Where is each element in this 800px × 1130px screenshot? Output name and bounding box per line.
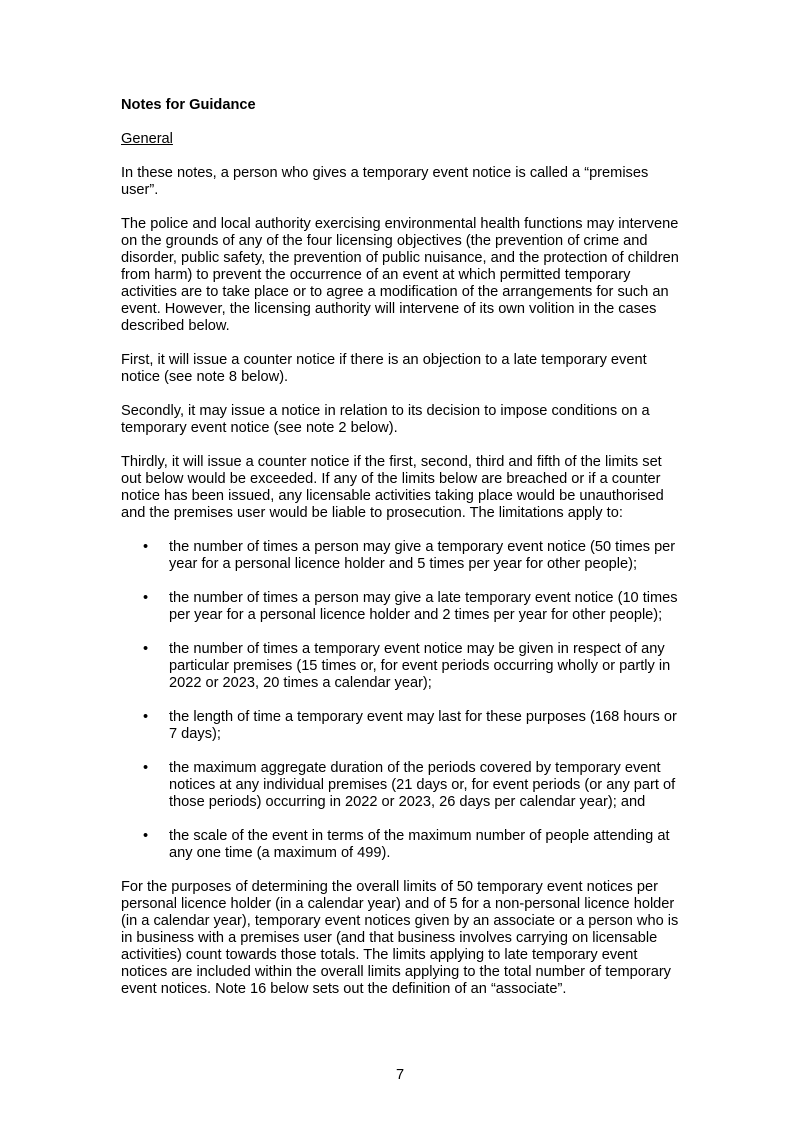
list-item-text: the number of times a person may give a late temporary event notice (10 times per year for a personal licence holder and 2 times per year for other people); (169, 590, 678, 623)
paragraph-intervention: The police and local authority exercising environmental health functions may intervene on the grounds of any of the four licensing objectives (the prevention of crime and disorder, public safety, the prevention of public nuisance, and the protection of children from harm) to prevent the occurrence of an event at which permitted temporary activities are to take place or to agree a modification of the arrangements for such an event. However, the licensing authority will intervene of its own volition in the cases described below. (121, 216, 679, 334)
page-title: Notes for Guidance (121, 97, 256, 113)
bullet-icon: • (143, 539, 149, 555)
list-item (121, 828, 681, 862)
list-item (121, 709, 681, 743)
list-item-text: the scale of the event in terms of the maximum number of people attending at any one time (a maximum of 499). (169, 828, 670, 861)
bullet-icon: • (143, 709, 149, 725)
list-item (121, 641, 681, 692)
list-item-text: the number of times a person may give a temporary event notice (50 times per year for a personal licence holder and 5 times per year for other people); (169, 539, 676, 572)
bullet-icon: • (143, 641, 149, 657)
list-item-text: the maximum aggregate duration of the periods covered by temporary event notices at any individual premises (21 days or, for event periods (or any part of those periods) occurring in 2022 or 2023, 26 days per calendar year); and (169, 760, 676, 810)
paragraph-second-conditions: Secondly, it may issue a notice in relation to its decision to impose conditions on a temporary event notice (see note 2 below). (121, 403, 650, 436)
paragraph-third-limits: Thirdly, it will issue a counter notice if the first, second, third and fifth of the limits set out below would be exceeded. If any of the limits below are breached or if a counter notice has been issued, any licensable activities taking place would be unauthorised and the premises user would be liable to prosecution. The limitations apply to: (121, 454, 664, 521)
bullet-icon: • (143, 760, 149, 776)
document-body (121, 97, 681, 1015)
list-item (121, 760, 681, 811)
paragraph-first-counter-notice: First, it will issue a counter notice if there is an objection to a late temporary event notice (see note 8 below). (121, 352, 647, 385)
list-item-text: the length of time a temporary event may last for these purposes (168 hours or 7 days); (169, 709, 677, 742)
list-item-text: the number of times a temporary event notice may be given in respect of any particular premises (15 times or, for event periods occurring wholly or partly in 2022 or 2023, 20 times a calendar year); (169, 641, 671, 691)
bullet-icon: • (143, 590, 149, 606)
paragraph-overall-limits: For the purposes of determining the overall limits of 50 temporary event notices per personal licence holder (in a calendar year) and of 5 for a non-personal licence holder (in a calendar year), temporary event notices given by an associate or a person who is in business with a premises user (and that business involves carrying on licensable activities) count towards those totals. The limits applying to late temporary event notices are included within the overall limits applying to the total number of temporary event notices. Note 16 below sets out the definition of an “associate”. (121, 879, 679, 997)
section-heading-general: General (121, 131, 173, 147)
list-item (121, 539, 681, 573)
limits-list (121, 539, 681, 862)
list-item (121, 590, 681, 624)
paragraph-premises-user: In these notes, a person who gives a temporary event notice is called a “premises user”. (121, 165, 649, 198)
bullet-icon: • (143, 828, 149, 844)
page-number: 7 (395, 1067, 405, 1083)
